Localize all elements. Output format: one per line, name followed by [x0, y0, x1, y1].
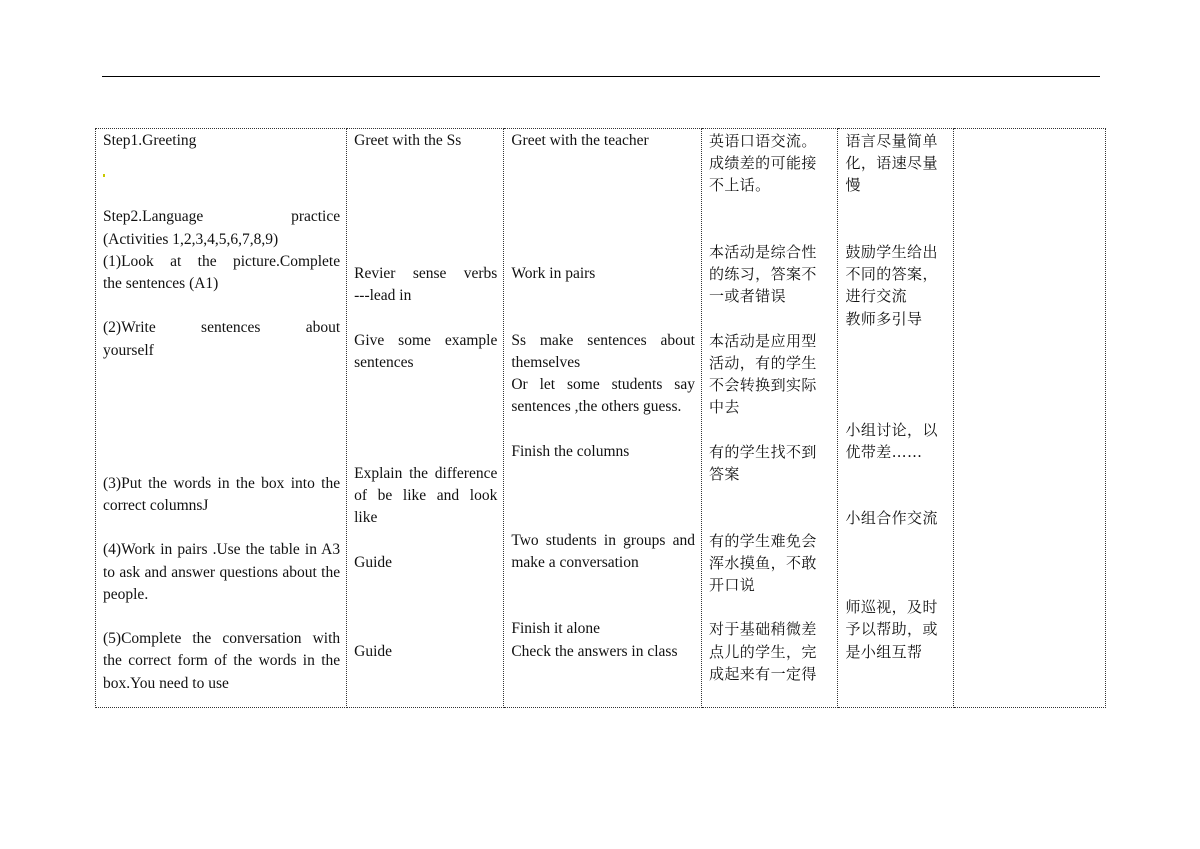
- activity2-line2: yourself: [103, 341, 154, 359]
- solution-note-1: 语言尽量简单化，语速尽量慢: [845, 132, 938, 195]
- problem-note-3: 本活动是应用型活动，有的学生不会转换到实际中去: [708, 331, 817, 417]
- student-or-let: Or let some students say sentences ,the others guess.: [511, 376, 695, 416]
- problem-note-2: 本活动是综合性的练习，答案不一或者错误: [708, 243, 817, 306]
- activity3: (3)Put the words in the box into the correct columnsJ: [103, 474, 341, 514]
- teacher-activity-cell: [347, 129, 504, 708]
- teacher-give-examples: Give some example sentences: [354, 331, 498, 371]
- student-pairs: Work in pairs: [511, 265, 596, 283]
- solution-note-4: 小组讨论，以优带差……: [845, 420, 938, 461]
- problem-note-5: 有的学生难免会浑水摸鱼，不敢开口说: [708, 531, 817, 594]
- teacher-revier-line2: ---lead in: [354, 287, 412, 305]
- activity1-line1: (1)Look at the picture.Complete: [103, 252, 341, 270]
- activity1-line2: the sentences (A1): [103, 275, 219, 292]
- yellow-mark: [103, 152, 340, 184]
- solutions-cell: [838, 129, 954, 708]
- student-finish-alone: Finish it alone: [511, 620, 601, 638]
- teacher-revier-line1: Revier sense verbs: [354, 265, 498, 283]
- header-rule: [102, 76, 1100, 77]
- teacher-explain: Explain the difference of be like and look like: [354, 464, 498, 527]
- activity2-line1: (2)Write sentences about: [103, 319, 341, 337]
- problem-note-1: 英语口语交流。成绩差的可能接不上话。: [708, 132, 817, 195]
- problem-note-6: 对于基础稍微差点儿的学生，完成起来有一定得: [708, 620, 817, 683]
- lesson-plan-table: [95, 128, 1106, 708]
- table-row: [96, 129, 1106, 708]
- student-two-students: Two students in groups and make a conversation: [511, 531, 695, 571]
- teacher-guide-1: Guide: [354, 553, 393, 571]
- student-greet: Greet with the teacher: [511, 132, 649, 149]
- student-finish-columns: Finish the columns: [511, 442, 630, 460]
- teacher-greet: Greet with the Ss: [354, 132, 462, 149]
- step2-heading: Step2.Language practice: [103, 208, 341, 226]
- solution-note-3: 教师多引导: [845, 309, 923, 328]
- step2-activities: (Activities 1,2,3,4,5,6,7,8,9): [103, 230, 279, 248]
- expected-problems-cell: [701, 129, 837, 708]
- solution-note-2: 鼓励学生给出不同的答案，进行交流: [845, 243, 938, 306]
- step1-heading: Step1.Greeting: [103, 132, 197, 149]
- solution-note-6: 师巡视，及时予以帮助，或是小组互帮: [845, 598, 938, 661]
- teacher-guide-2: Guide: [354, 642, 393, 660]
- procedure-cell: [96, 129, 347, 708]
- student-activity-cell: [504, 129, 702, 708]
- activity5: (5)Complete the conversation with the correct form of the words in the box.You need to use: [103, 630, 341, 692]
- solution-note-5: 小组合作交流: [845, 509, 938, 528]
- student-check: Check the answers in class: [511, 642, 678, 660]
- student-make-sentences: Ss make sentences about themselves: [511, 331, 695, 371]
- problem-note-4: 有的学生找不到答案: [708, 442, 817, 483]
- empty-notes-cell: [954, 129, 1106, 708]
- activity4: (4)Work in pairs .Use the table in A3 to ask and answer questions about the people.: [103, 541, 341, 603]
